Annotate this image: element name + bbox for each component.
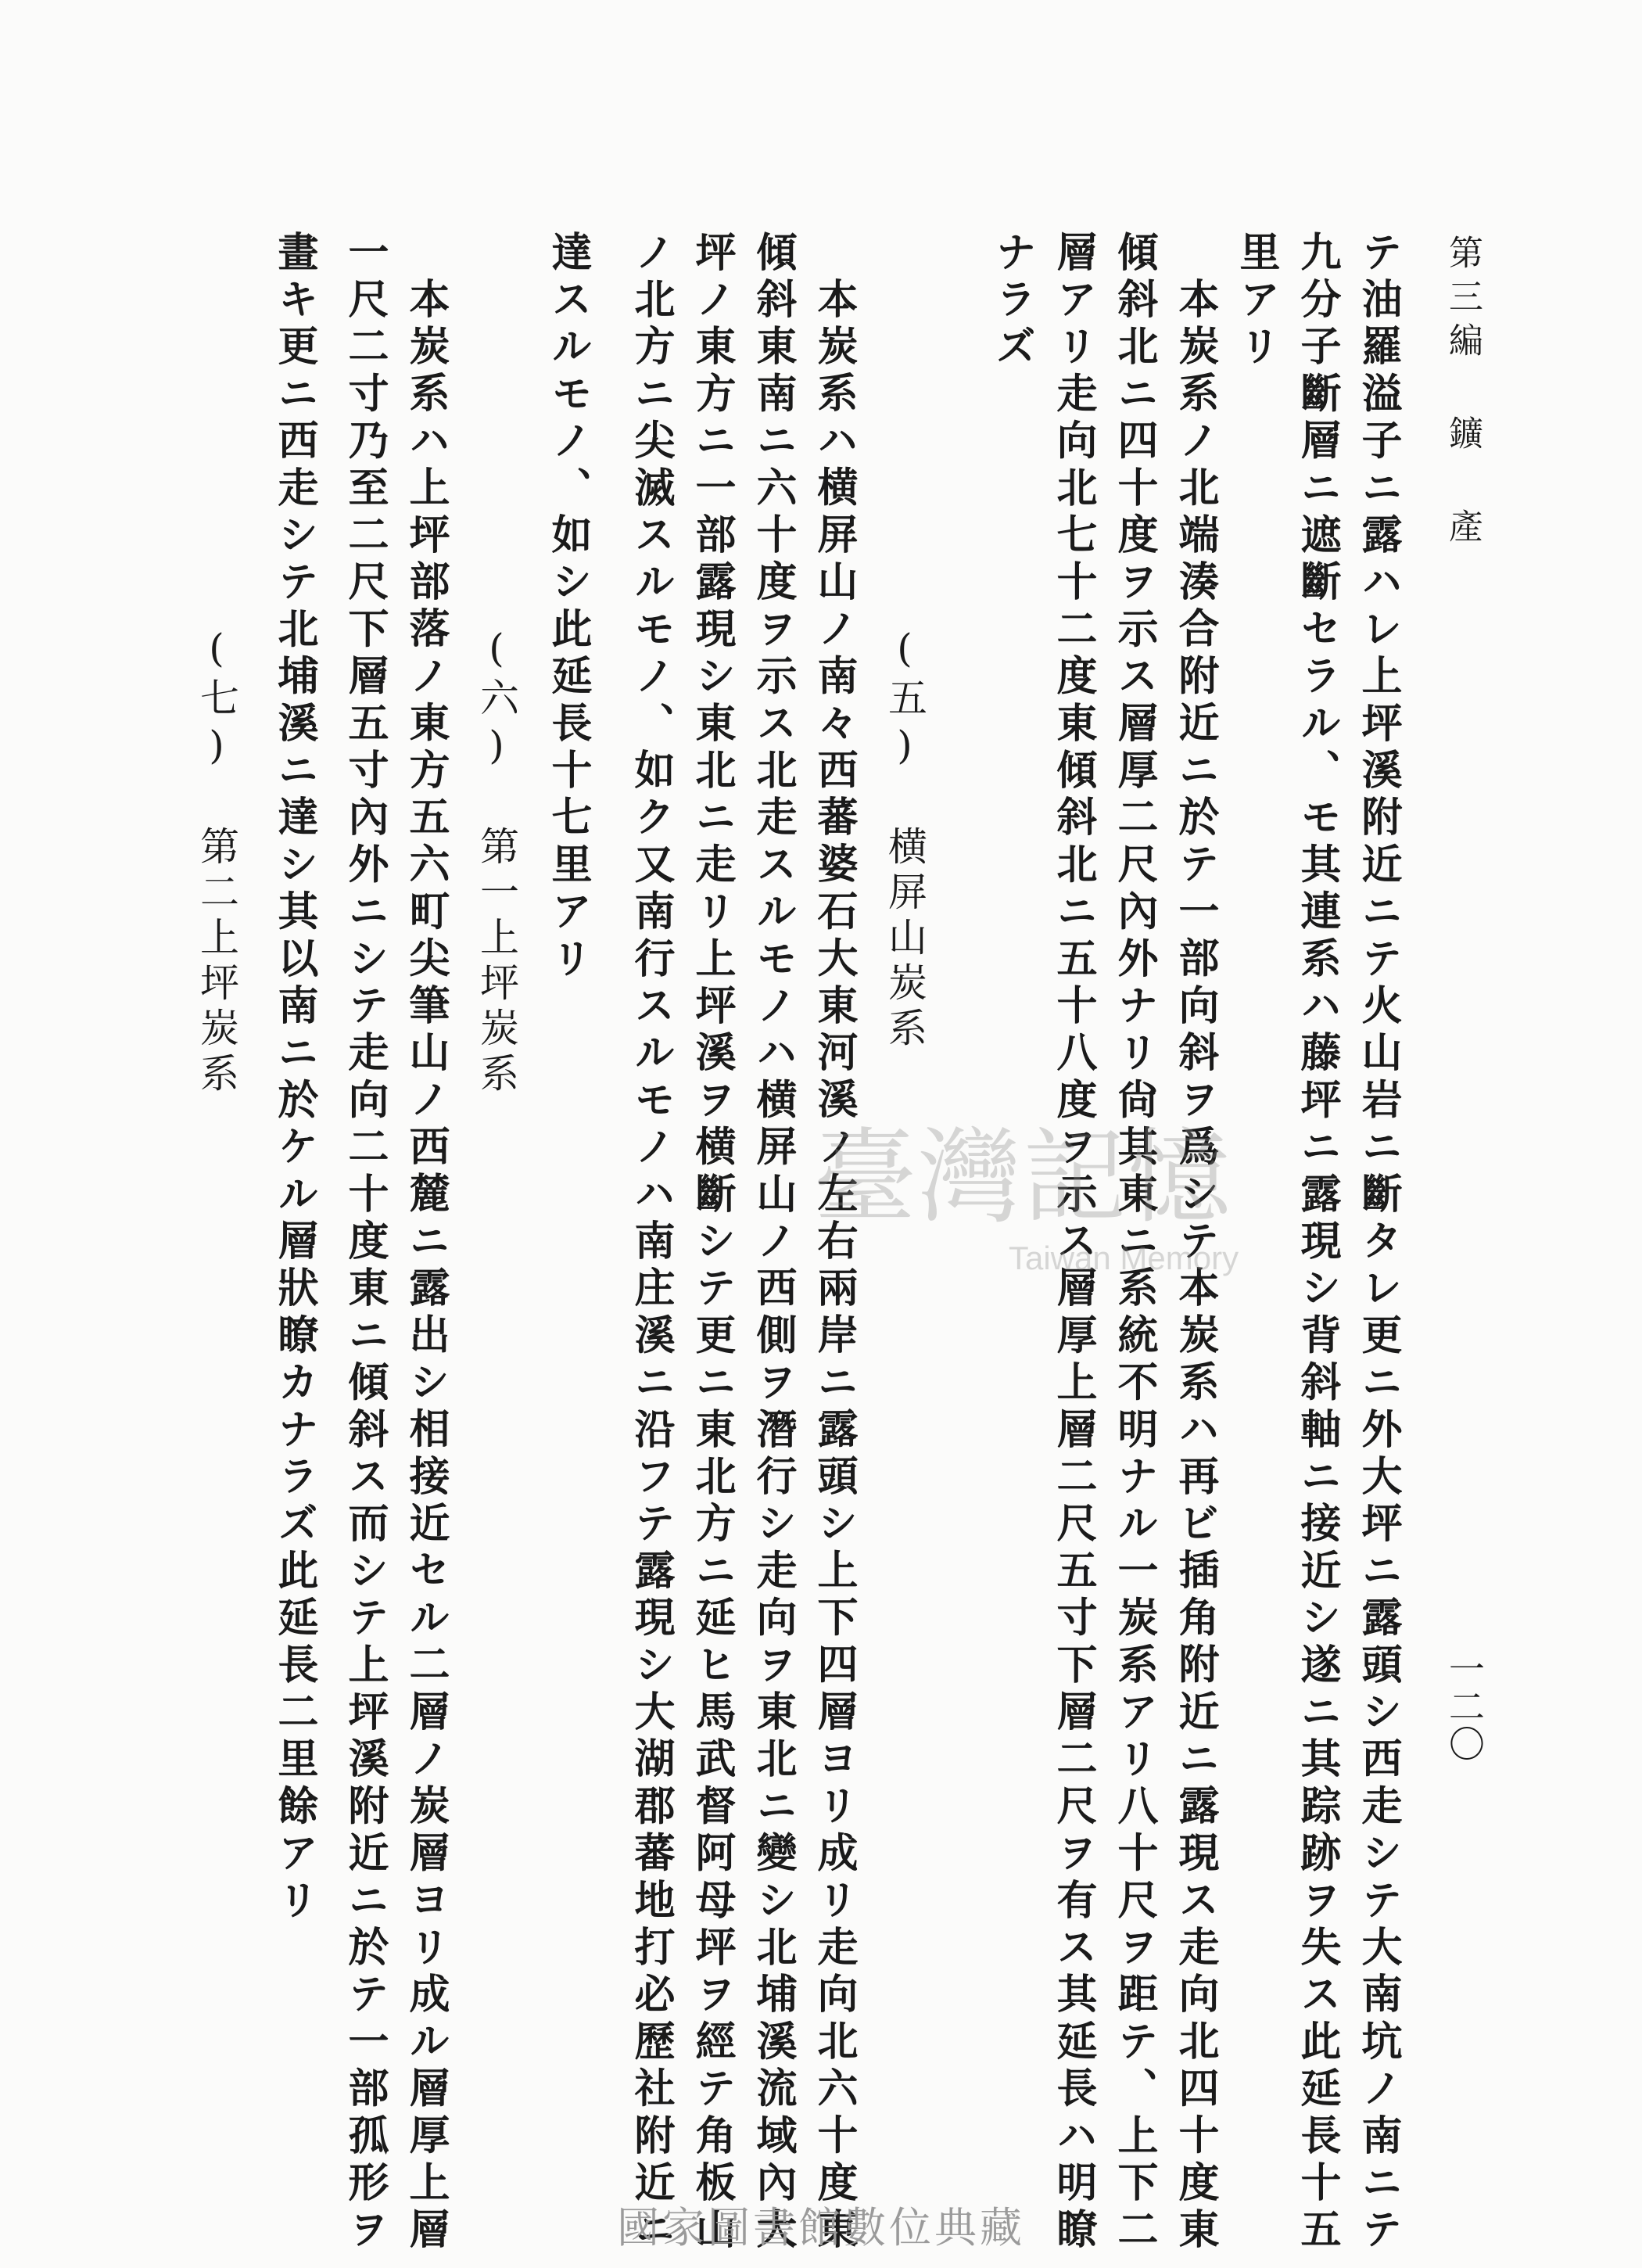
running-title: 第三編 鑛 產 (1443, 235, 1482, 552)
text-column-14: 一尺二寸乃至二尺下層五寸內外ニシテ走向二十度東ニ傾斜ス而シテ上坪溪附近ニ於テ一部孤形ヲ (341, 231, 389, 2255)
text-column-8: 本炭系ハ横屏山ノ南々西蕃婆石大東河溪ノ左右兩岸ニ露頭シ上下四層ヨリ成リ走向北六十度東 (810, 278, 858, 2255)
text-column-3: 里アリ (1232, 231, 1280, 372)
text-column-9: 傾斜東南ニ六十度ヲ示ス北走スルモノハ横屏山ノ西側ヲ潛行シ走向ヲ東北ニ變シ北埔溪流域內大 (749, 231, 797, 2255)
text-column-11: ノ北方ニ尖滅スルモノ、如ク又南行スルモノハ南庄溪ニ沿フテ露現シ大湖郡蕃地打必歷社附近ニ (627, 231, 675, 2255)
section-heading-7: (七) 第二上坪炭系 (194, 626, 239, 1098)
text-column-13: 本炭系ハ上坪部落ノ東方五六町尖筆山ノ西麓ニ露出シ相接近セル二層ノ炭層ヨリ成ル層厚上層 (402, 278, 450, 2255)
watermark-subtitle: Taiwan Memory (1009, 1240, 1239, 1276)
text-column-7: ナラズ (988, 231, 1036, 372)
page-number: 一二〇 (1443, 1650, 1486, 1763)
text-column-12: 達スルモノ、如シ此延長十七里アリ (544, 231, 592, 985)
watermark-logo-text: 臺灣記憶 (813, 1118, 1232, 1238)
text-column-5: 傾斜北ニ四十度ヲ示ス層厚二尺內外ナリ尙其東ニ系統不明ナル一炭系アリ八十尺ヲ距テ、上下二 (1110, 231, 1158, 2255)
text-column-10: 坪ノ東方ニ一部露現シ東北ニ走リ上坪溪ヲ横斷シテ更ニ東北方ニ延ヒ馬武督阿母坪ヲ經テ角板山 (688, 231, 736, 2255)
text-column-15: 畫キ更ニ西走シテ北埔溪ニ達シ其以南ニ於ケル層狀瞭カナラズ此延長二里餘アリ (271, 231, 318, 1926)
text-column-2: 九分子斷層ニ遮斷セラル、モ其連系ハ藤坪ニ露現シ背斜軸ニ接近シ遂ニ其踪跡ヲ失ス此延長十五 (1293, 231, 1341, 2255)
section-heading-6: (六) 第一上坪炭系 (474, 626, 519, 1098)
text-column-1: テ油羅溢子ニ露ハレ上坪溪附近ニテ火山岩ニ斷タレ更ニ外大坪ニ露頭シ西走シテ大南坑ノ南ニテ (1354, 231, 1402, 2255)
text-column-6: 層アリ走向北七十二度東傾斜北ニ五十八度ヲ示ス層厚上層二尺五寸下層二尺ヲ有ス其延長ハ明瞭 (1049, 231, 1097, 2255)
text-column-4: 本炭系ノ北端湊合附近ニ於テ一部向斜ヲ爲シテ本炭系ハ再ビ插角附近ニ露現ス走向北四十度東 (1171, 278, 1219, 2255)
footer-credit: 國家圖書館數位典藏 (617, 2203, 1025, 2252)
section-heading-5: (五) 横屏山炭系 (882, 626, 927, 1053)
